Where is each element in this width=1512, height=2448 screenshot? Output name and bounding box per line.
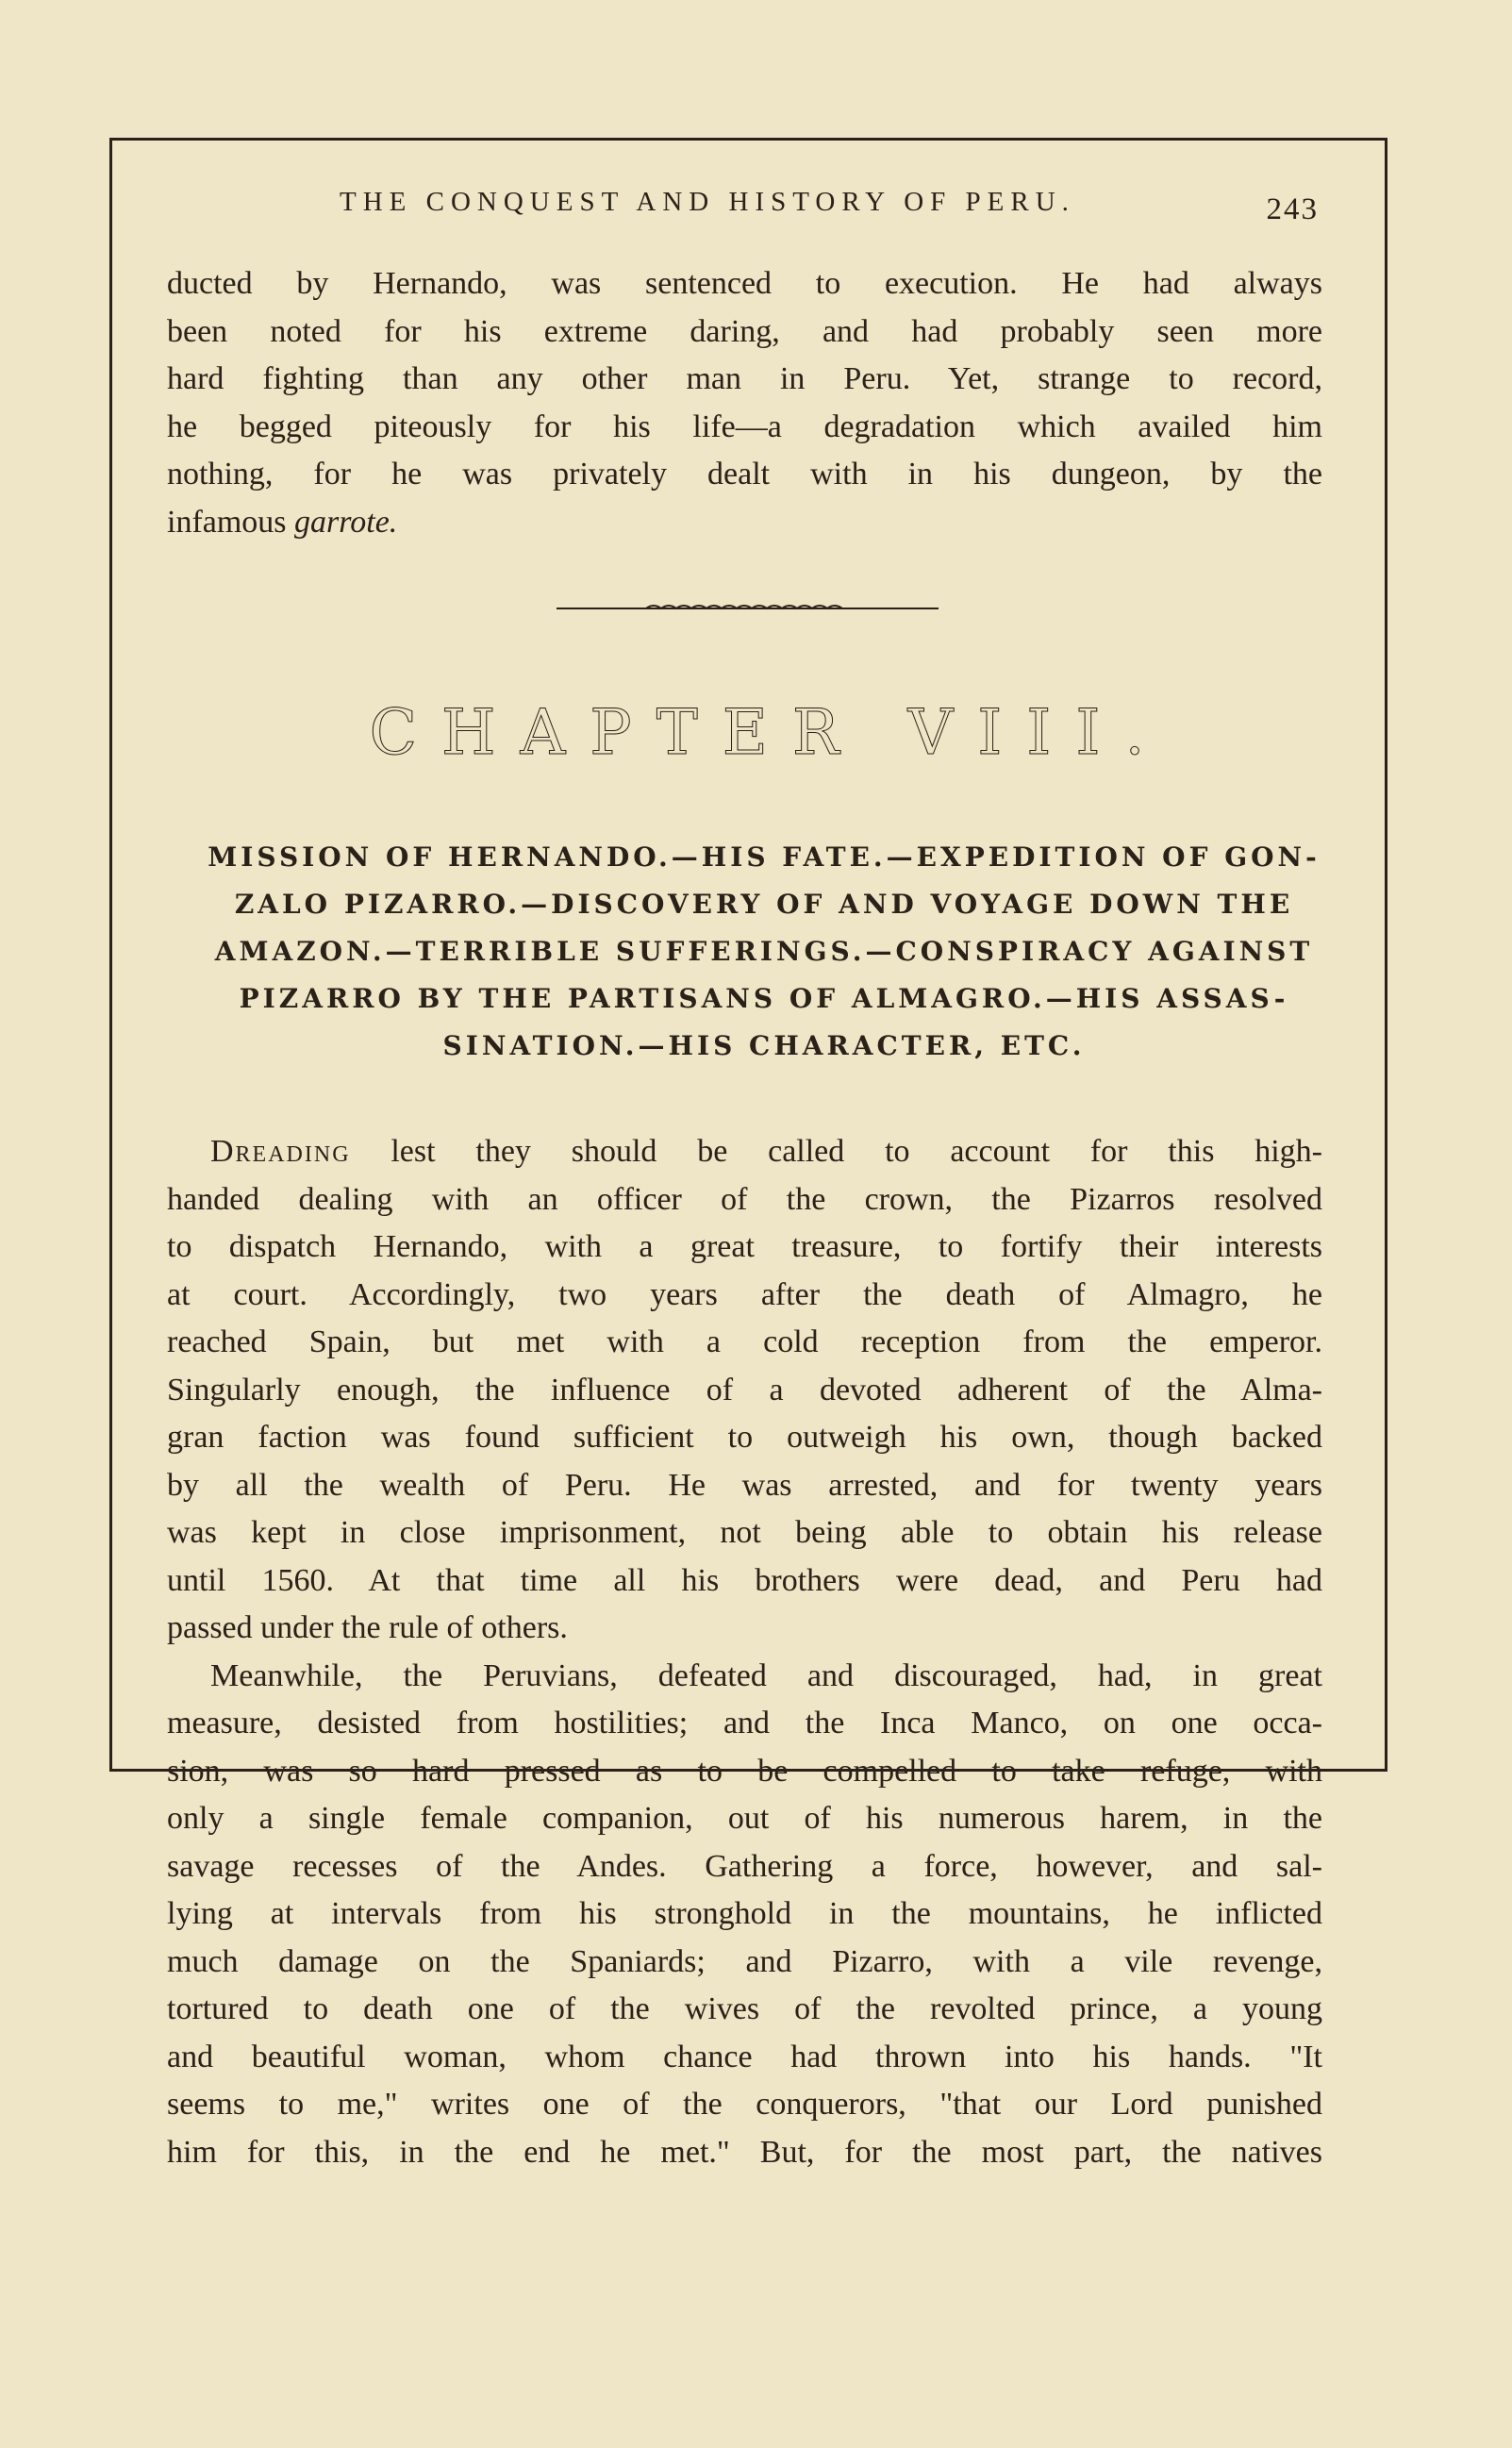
text-line-rest: lest they should be called to account for this high- — [350, 1134, 1322, 1169]
text-line: seems to me," writes one of the conquerors, "that our Lord punished — [167, 2087, 1322, 2122]
chapter-synopsis — [189, 834, 1339, 1070]
body-text — [167, 1128, 1322, 2176]
text-line: by all the wealth of Peru. He was arrested, and for twenty years — [167, 1467, 1322, 1503]
text-line: only a single female companion, out of his numerous harem, in the — [167, 1801, 1322, 1836]
page-number: 243 — [1266, 192, 1319, 226]
text-line: him for this, in the end he met." But, for the most part, the natives — [167, 2134, 1322, 2170]
text-line: and beautiful woman, whom chance had thrown into his hands. "It — [167, 2039, 1322, 2074]
text-line: ducted by Hernando, was sentenced to execution. He had always — [167, 266, 1322, 301]
text-line: much damage on the Spaniards; and Pizarro, with a vile revenge, — [167, 1943, 1322, 1979]
text-line: lying at intervals from his stronghold in the mountains, he inflicted — [167, 1896, 1322, 1931]
text-line: Meanwhile, the Peruvians, defeated and discouraged, had, in great — [210, 1657, 1322, 1693]
text-line: sion, was so hard pressed as to be compelled to take refuge, with — [167, 1753, 1322, 1789]
synopsis-line: MISSION OF HERNANDO.—HIS FATE.—EXPEDITION OF GON- — [208, 841, 1321, 873]
text-line: gran faction was found sufficient to outweigh his own, though backed — [167, 1420, 1322, 1455]
opening-paragraph — [167, 260, 1322, 546]
text-line: reached Spain, but met with a cold reception from the emperor. — [167, 1324, 1322, 1359]
text-line: at court. Accordingly, two years after the death of Almagro, he — [167, 1276, 1322, 1312]
text-line-prefix: infamous — [167, 504, 295, 540]
italic-term: garrote. — [294, 504, 398, 540]
synopsis-line: ZALO PIZARRO.—DISCOVERY OF AND VOYAGE DOWN THE — [234, 889, 1294, 920]
text-line: nothing, for he was privately dealt with in his dungeon, by the — [167, 457, 1322, 491]
text-line — [167, 499, 1322, 547]
text-line — [167, 1128, 1322, 1176]
synopsis-line: AMAZON.—TERRIBLE SUFFERINGS.—CONSPIRACY AGAINST — [214, 936, 1314, 967]
text-line: passed under the rule of others. — [167, 1610, 568, 1645]
synopsis-line: PIZARRO BY THE PARTISANS OF ALMAGRO.—HIS ASSAS- — [239, 983, 1289, 1014]
ornamental-rule — [557, 600, 939, 613]
text-line: was kept in close imprisonment, not being able to obtain his release — [167, 1515, 1322, 1550]
text-line: to dispatch Hernando, with a great treasure, to fortify their interests — [167, 1229, 1322, 1264]
text-line: hard fighting than any other man in Peru. Yet, strange to record, — [167, 361, 1322, 396]
running-title: THE CONQUEST AND HISTORY OF PERU. — [340, 187, 1075, 217]
text-line: handed dealing with an officer of the crown, the Pizarros resolved — [167, 1181, 1322, 1217]
running-head — [170, 187, 1339, 234]
text-line: been noted for his extreme daring, and had probably seen more — [167, 313, 1322, 349]
chapter-heading: CHAPTER VIII. — [369, 696, 1170, 769]
lead-word: Dreading — [210, 1134, 351, 1169]
text-line: measure, desisted from hostilities; and the Inca Manco, on one occa- — [167, 1706, 1322, 1740]
text-line: tortured to death one of the wives of the revolted prince, a young — [167, 1991, 1322, 2026]
text-line: he begged piteously for his life—a degradation which availed him — [167, 408, 1322, 444]
text-line: savage recesses of the Andes. Gathering a force, however, and sal- — [167, 1848, 1322, 1884]
text-line: until 1560. At that time all his brothers were dead, and Peru had — [167, 1562, 1322, 1598]
text-line: Singularly enough, the influence of a devoted adherent of the Alma- — [167, 1372, 1322, 1407]
synopsis-line: SINATION.—HIS CHARACTER, ETC. — [442, 1030, 1086, 1061]
